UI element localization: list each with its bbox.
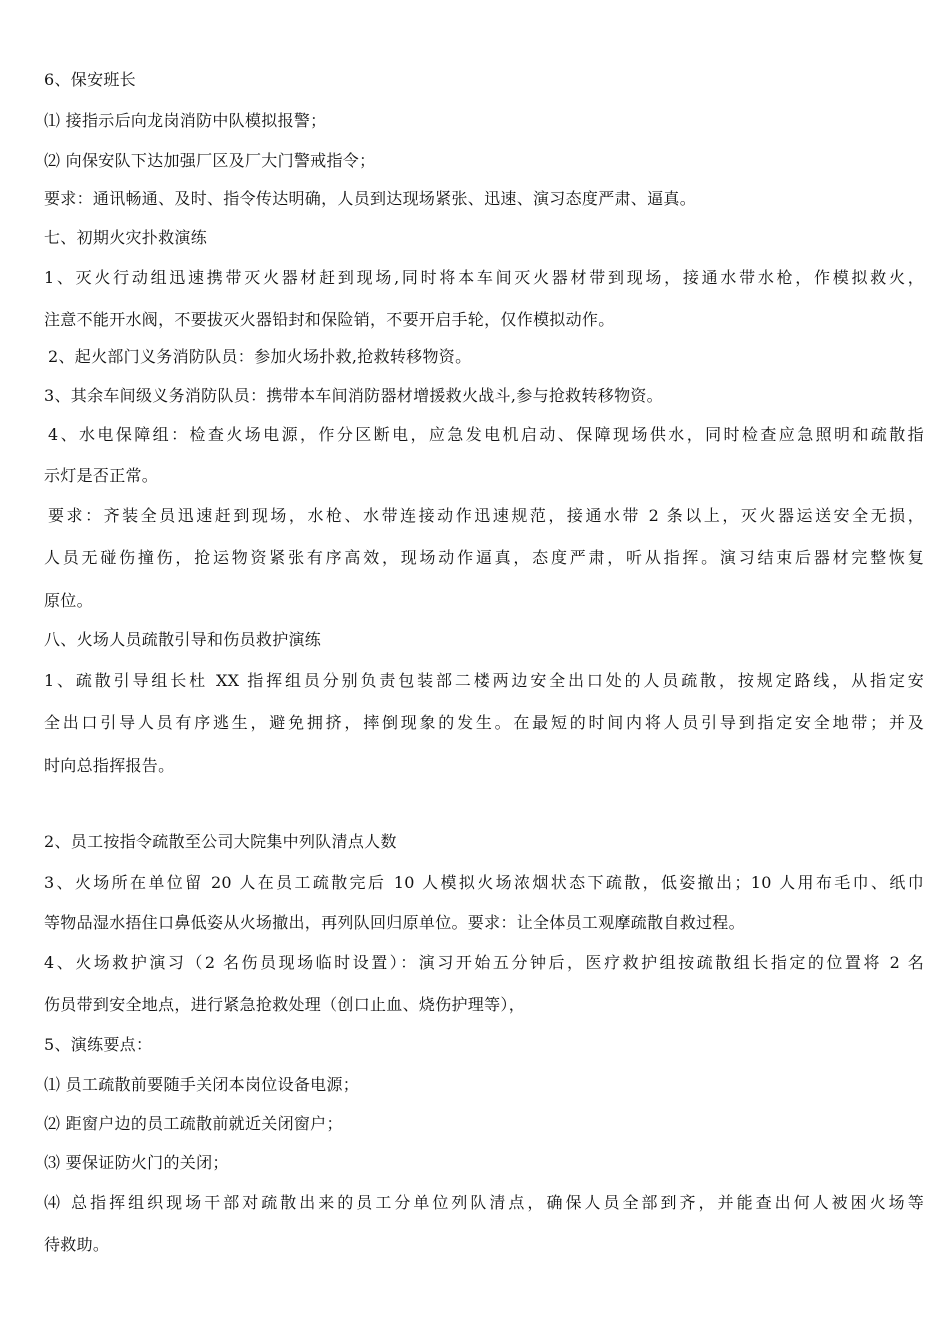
text-line: 3、其余车间级义务消防队员：携带本车间消防器材增援救火战斗,参与抢救转移物资。 [44,386,663,405]
text-line: 时向总指挥报告。 [44,756,175,775]
list-item: ⑶ 要保证防火门的关闭； [44,1153,229,1172]
text-line: 2、员工按指令疏散至公司大院集中列队清点人数 [44,832,397,851]
text-line: 1、灭火行动组迅速携带灭火器材赶到现场,同时将本车间灭火器材带到现场，接通水带水枪，作模拟救火， [44,268,924,287]
text-line: 伤员带到安全地点，进行紧急抢救处理（创口止血、烧伤护理等）， [44,995,526,1014]
section-heading: 八、火场人员疏散引导和伤员救护演练 [44,630,322,649]
text-line: 原位。 [44,591,93,610]
text-line: 2、起火部门义务消防队员：参加火场扑救,抢救转移物资。 [48,347,472,366]
text-line: 5、演练要点： [44,1035,153,1054]
list-item: ⑴ 员工疏散前要随手关闭本岗位设备电源； [44,1075,360,1094]
text-line: ⑵ 向保安队下达加强厂区及厂大门警戒指令； [44,151,376,170]
text-line: 1、疏散引导组长杜 XX 指挥组员分别负责包装部二楼两边安全出口处的人员疏散，按规定路线，从指定安 [44,671,924,690]
text-line: 待救助。 [44,1235,110,1254]
text-line: 人员无碰伤撞伤，抢运物资紧张有序高效，现场动作逼真，态度严肃，听从指挥。演习结束后器材完整恢复 [44,548,924,567]
text-line: 4、水电保障组：检查火场电源，作分区断电，应急发电机启动、保障现场供水，同时检查应急照明和疏散指 [48,425,924,444]
list-item: ⑷ 总指挥组织现场干部对疏散出来的员工分单位列队清点，确保人员全部到齐，并能查出何人被困火场等 [44,1193,924,1212]
text-line: 注意不能开水阀，不要拔灭火器铅封和保险销，不要开启手轮，仅作模拟动作。 [44,310,615,329]
text-line: 4、火场救护演习（2 名伤员现场临时设置）：演习开始五分钟后，医疗救护组按疏散组长指定的位置将 2 名 [44,953,924,972]
text-line: 要求：通讯畅通、及时、指令传达明确，人员到达现场紧张、迅速、演习态度严肃、逼真。 [44,189,697,208]
section-heading: 七、初期火灾扑救演练 [44,228,208,247]
text-line: 6、保安班长 [44,70,136,89]
text-line: 3、火场所在单位留 20 人在员工疏散完后 10 人模拟火场浓烟状态下疏散，低姿撤出；10 人用布毛巾、纸巾 [44,873,924,892]
text-line: 全出口引导人员有序逃生，避免拥挤，摔倒现象的发生。在最短的时间内将人员引导到指定安全地带；并及 [44,713,924,732]
text-line: 等物品湿水捂住口鼻低姿从火场撤出，再列队回归原单位。要求：让全体员工观摩疏散自救过程。 [44,913,745,932]
text-line: 示灯是否正常。 [44,466,159,485]
text-line: ⑴ 接指示后向龙岗消防中队模拟报警； [44,111,327,130]
list-item: ⑵ 距窗户边的员工疏散前就近关闭窗户； [44,1114,343,1133]
text-line: 要求：齐装全员迅速赶到现场，水枪、水带连接动作迅速规范，接通水带 2 条以上，灭火器运送安全无损， [48,506,924,525]
